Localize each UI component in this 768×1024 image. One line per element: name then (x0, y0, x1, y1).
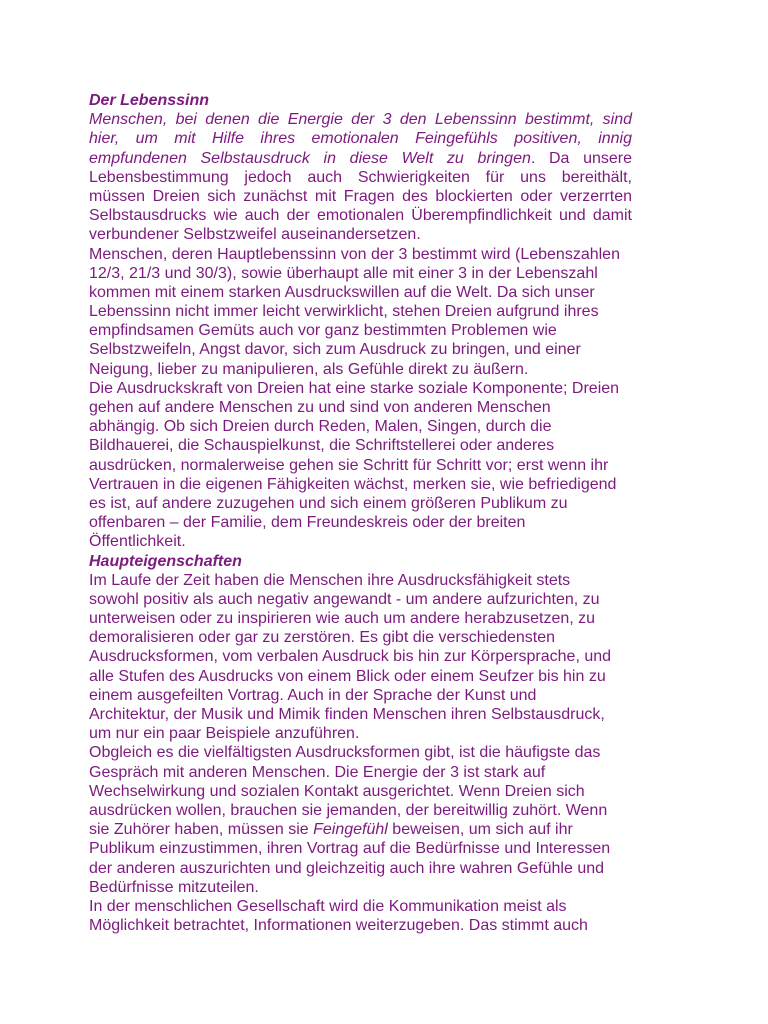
text-line: Obgleich es die vielfältigsten Ausdrucksformen gibt, ist die häufigste das (89, 744, 601, 762)
text-line: Bildhauerei, die Schauspielkunst, die Schriftstellerei oder anderes (89, 437, 555, 455)
text-line: alle Stufen des Ausdrucks von einem Blick oder einem Seufzer bis hin zu (89, 667, 606, 685)
text-line: Publikum einzustimmen, ihren Vortrag auf die Bedürfnisse und Interessen (89, 840, 611, 858)
text-line: müssen Dreien sich zunächst mit Fragen des blockierten oder verzerrten (89, 187, 632, 205)
text-line: In der menschlichen Gesellschaft wird die Kommunikation meist als (89, 897, 567, 915)
text-line: Gespräch mit anderen Menschen. Die Energie der 3 ist stark auf (89, 763, 546, 781)
text-line: Bedürfnisse mitzuteilen. (89, 878, 259, 896)
text-line (89, 820, 632, 839)
paragraph-6 (89, 897, 632, 935)
text-line: einem ausgefeilten Vortrag. Auch in der Sprache der Kunst und (89, 686, 537, 704)
paragraph-5 (89, 743, 632, 897)
text-line (89, 149, 632, 168)
italic-run: Feingefühl (313, 821, 388, 839)
text-run: . Da unsere (530, 149, 633, 167)
text-line: sowohl positiv als auch negativ angewandt - um andere aufzurichten, zu (89, 590, 600, 608)
text-line: gehen auf andere Menschen zu und sind von anderen Menschen (89, 399, 551, 416)
paragraph-3 (89, 379, 632, 552)
text-line: demoralisieren oder gar zu zerstören. Es gibt die verschiedensten (89, 629, 556, 647)
text-line: verbundener Selbstzweifel auseinandersetzen. (89, 226, 421, 244)
paragraph-4 (89, 571, 632, 744)
document-body (89, 91, 632, 935)
text-line: um nur ein paar Beispiele anzuführen. (89, 725, 360, 743)
text-line: Architektur, der Musik und Mimik finden Menschen ihren Selbstausdruck, (89, 706, 605, 723)
paragraph-1 (89, 110, 632, 244)
text-line: Im Laufe der Zeit haben die Menschen ihre Ausdrucksfähigkeit stets (89, 571, 571, 589)
text-line: der anderen auszurichten und gleichzeitig auch ihre wahren Gefühle und (89, 859, 605, 877)
text-line: Die Ausdruckskraft von Dreien hat eine starke soziale Komponente; Dreien (89, 379, 620, 397)
text-line: Menschen, deren Hauptlebenssinn von der 3 bestimmt wird (Lebenszahlen (89, 245, 620, 263)
text-line: Lebenssinn nicht immer leicht verwirklicht, stehen Dreien aufgrund ihres (89, 303, 599, 321)
heading-der-lebenssinn: Der Lebenssinn (89, 92, 210, 109)
text-line: offenbaren – der Familie, dem Freundeskreis oder der breiten (89, 514, 526, 532)
text-line: Selbstzweifeln, Angst davor, sich zum Ausdruck zu bringen, und einer (89, 341, 581, 359)
text-line: Öffentlichkeit. (89, 533, 186, 551)
paragraph-2 (89, 245, 632, 379)
text-run: sie Zuhörer haben, müssen sie (89, 821, 314, 839)
text-line: Lebensbestimmung jedoch auch Schwierigkeiten für uns bereithält, (89, 168, 632, 186)
text-line: ausdrücken, normalerweise gehen sie Schritt für Schritt vor; erst wenn ihr (89, 456, 609, 474)
text-line: abhängig. Ob sich Dreien durch Reden, Malen, Singen, durch die (89, 418, 552, 436)
text-line: 12/3, 21/3 und 30/3), sowie überhaupt alle mit einer 3 in der Lebenszahl (89, 264, 598, 282)
text-run: beweisen, um sich auf ihr (387, 821, 573, 839)
text-line: Vertrauen in die eigenen Fähigkeiten wächst, merken sie, wie befriedigend (89, 475, 617, 493)
text-line: Neigung, lieber zu manipulieren, als Gefühle direkt zu äußern. (89, 360, 529, 378)
italic-run: empfundenen Selbstausdruck in diese Welt zu bringen (89, 149, 531, 167)
text-line: Ausdrucksformen, vom verbalen Ausdruck bis hin zur Körpersprache, und (89, 648, 612, 666)
text-line: unterweisen oder zu inspirieren wie auch um andere herabzusetzen, zu (89, 610, 596, 628)
text-line: Selbstausdrucks wie auch der emotionalen Überempfindlichkeit und damit (89, 207, 632, 225)
text-line: Möglichkeit betrachtet, Informationen weiterzugeben. Das stimmt auch (89, 917, 588, 935)
text-line: kommen mit einem starken Ausdruckswillen auf die Welt. Da sich unser (89, 283, 595, 301)
text-line: ausdrücken wollen, brauchen sie jemanden, der bereitwillig zuhört. Wenn (89, 801, 608, 819)
heading-haupteigenschaften: Haupteigenschaften (89, 552, 242, 570)
text-line: Menschen, bei denen die Energie der 3 den Lebenssinn bestimmt, sind (89, 111, 632, 129)
text-line: hier, um mit Hilfe ihres emotionalen Feingefühls positiven, innig (89, 130, 632, 148)
text-line: empfindsamen Gemüts auch vor ganz bestimmten Problemen wie (89, 322, 557, 340)
text-line: es ist, auf andere zuzugehen und sich einem größeren Publikum zu (89, 494, 568, 512)
text-line: Wechselwirkung und sozialen Kontakt ausgerichtet. Wenn Dreien sich (89, 782, 585, 800)
